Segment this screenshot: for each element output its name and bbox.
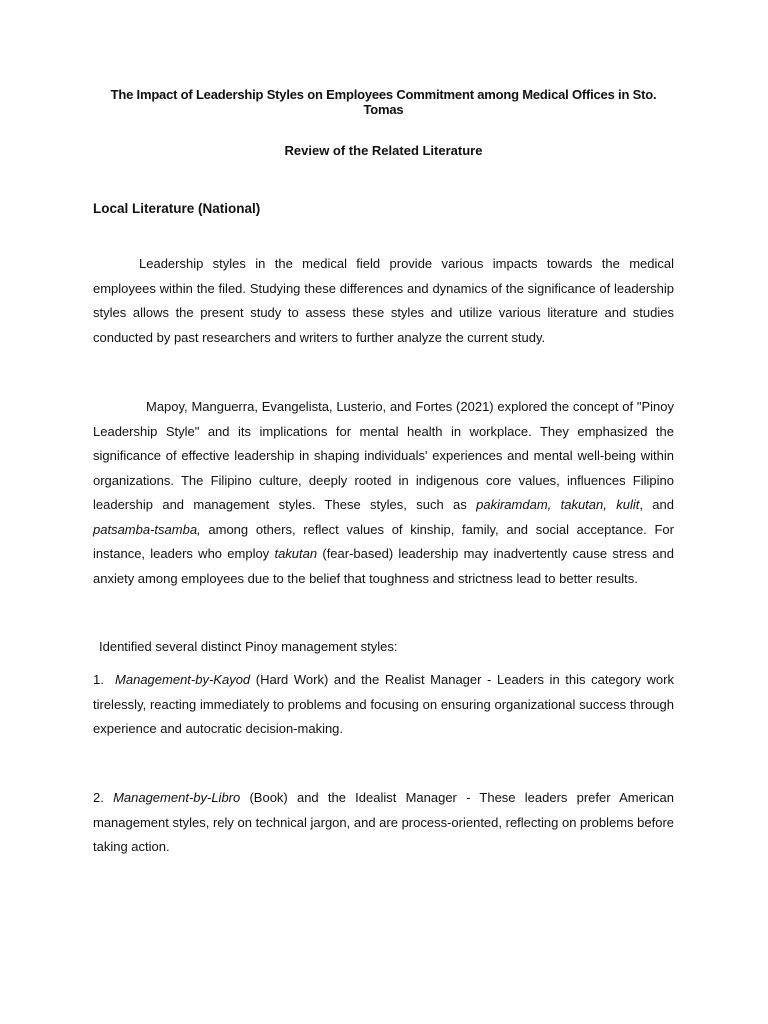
paragraph-text: (fear-based) leadership may inadvertently cause stress and anxiety among employees due to the belief that toughness and strictness lead to better results. <box>93 546 674 586</box>
paragraph-text: Mapoy, Manguerra, Evangelista, Lusterio, and Fortes (2021) explored the concept of "Pinoy Leadership Style" and its implications for mental health in workplace. They emphasized the significance of effective leadership in shaping individuals' experiences and mental well-being within organizations. The Filipino culture, deeply rooted in indigenous core values, influences Filipino leadership and management styles. These styles, such as <box>93 399 674 512</box>
paragraph-text: among others, reflect values of kinship, family, and social acceptance. For instance, leaders who employ <box>93 521 674 561</box>
list-item <box>93 668 674 742</box>
document-subtitle: Review of the Related Literature <box>284 143 483 158</box>
italic-terms: pakiramdam, takutan, kulit <box>476 497 640 512</box>
list-item-text: (Hard Work) and the Realist Manager - Leaders in this category work tirelessly, reacting immediately to problems and focusing on ensuring organizational success through experience and autocratic decision-making. <box>93 672 674 736</box>
section-heading: Local Literature (National) <box>93 201 261 216</box>
list-item-term: Management-by-Kayod <box>115 672 251 687</box>
list-item-text: (Book) and the Idealist Manager - These leaders prefer American management styles, rely on technical jargon, and are process-oriented, reflecting on problems before taking action. <box>93 790 674 854</box>
italic-terms: patsamba-tsamba, <box>93 521 201 537</box>
list-item <box>93 786 674 860</box>
document-title: The Impact of Leadership Styles on Employees Commitment among Medical Offices in Sto. Tomas <box>110 87 657 117</box>
list-intro: Identified several distinct Pinoy management styles: <box>99 639 398 654</box>
italic-terms: takutan <box>274 546 318 561</box>
paragraph-text: , and <box>639 497 674 512</box>
list-item-number: 2. <box>93 790 104 805</box>
list-item-term: Management-by-Libro <box>113 790 241 805</box>
paragraph-intro: Leadership styles in the medical field provide various impacts towards the medical employees within the filed. Studying these differences and dynamics of the significance of leadership styles allows the present study to assess these styles and utilize various literature and studies conducted by past researchers and writers to further analyze the current study. <box>93 256 674 345</box>
list-item-number: 1. <box>93 672 104 687</box>
paragraph-pinoy-leadership <box>93 395 674 591</box>
